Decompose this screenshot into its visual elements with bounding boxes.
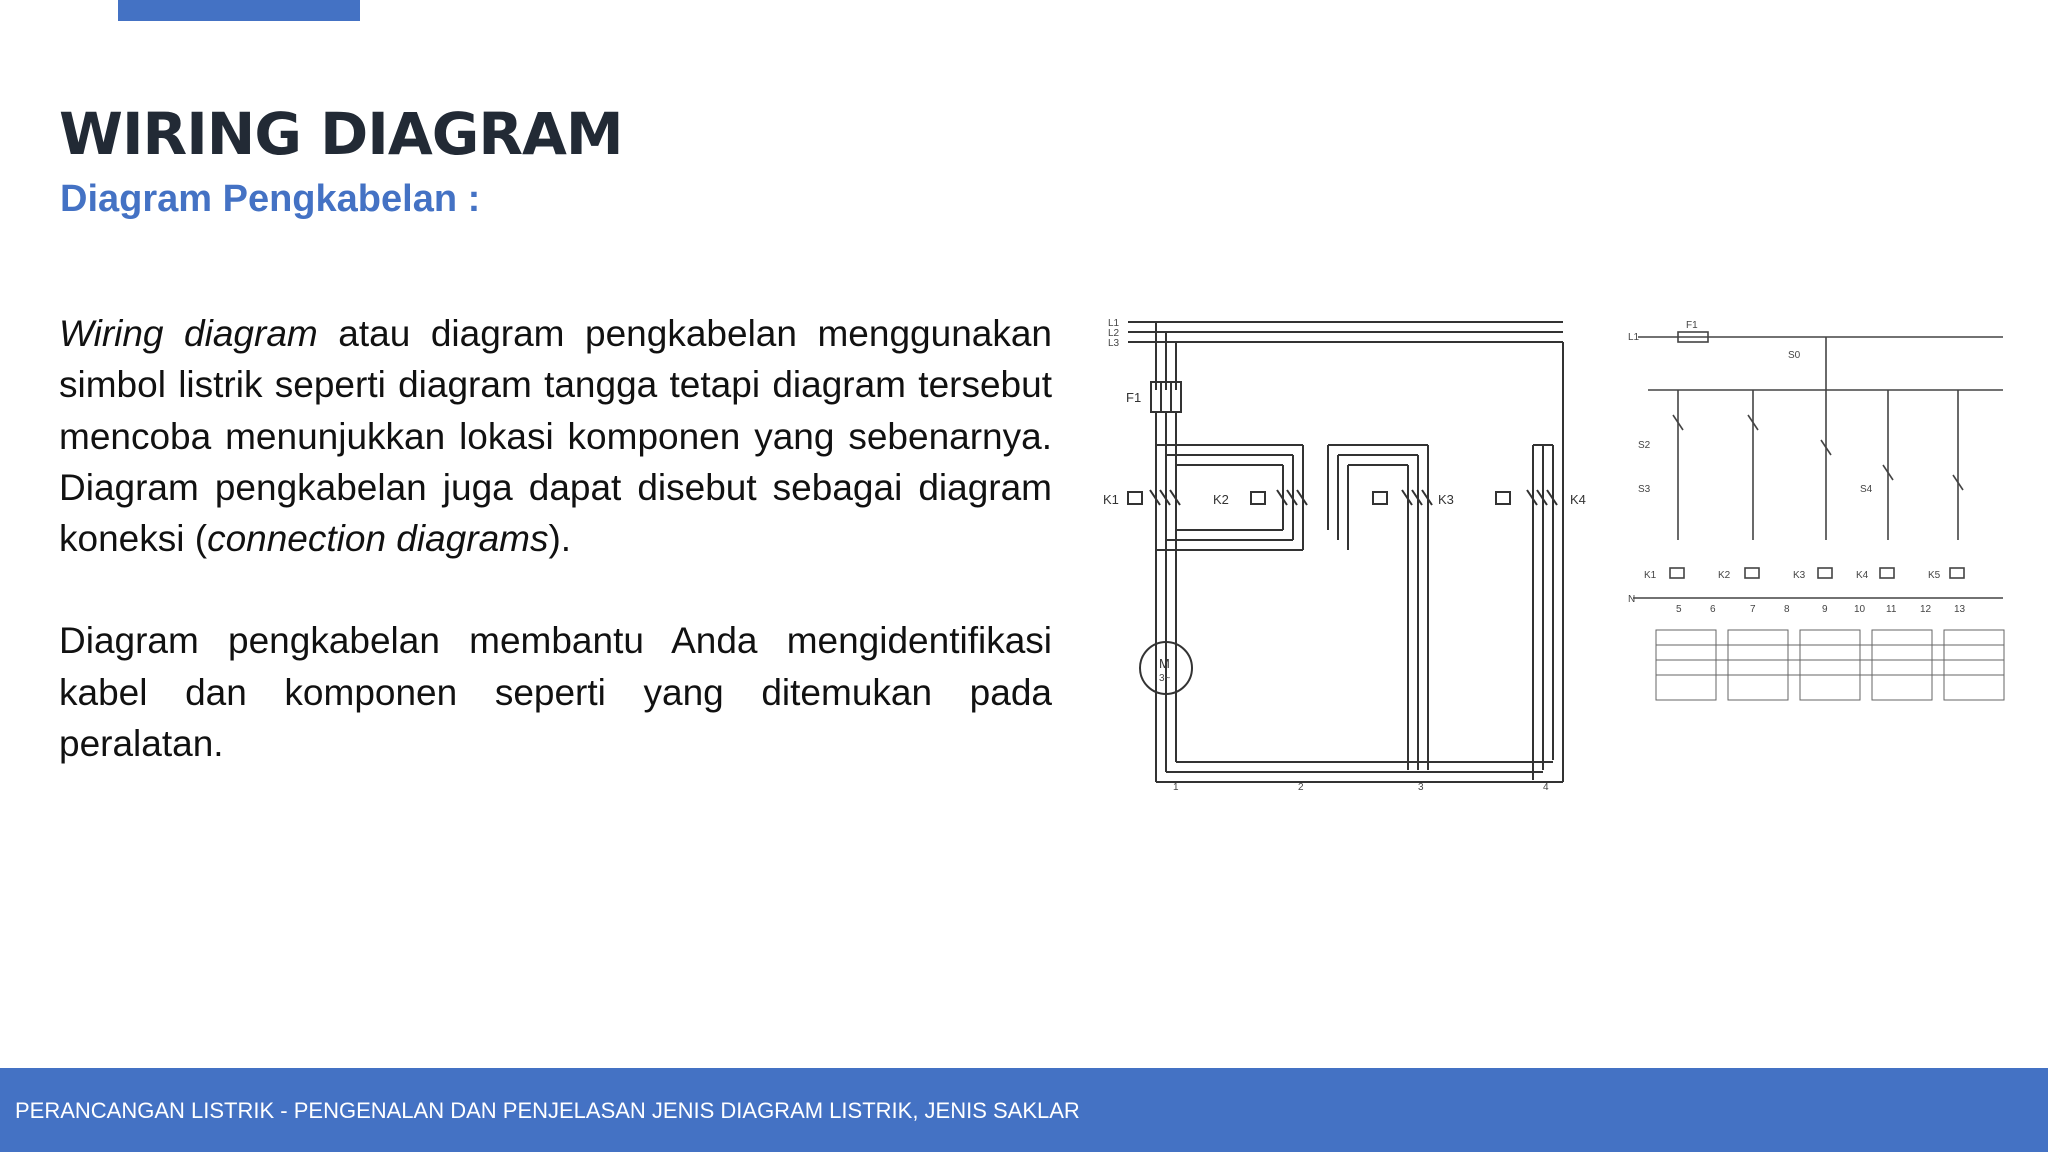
label-k2: K2 [1213,492,1229,507]
rung-6: 6 [1710,604,1716,615]
wiring-diagram-figure [1088,300,2028,810]
wiring-diagram-svg [1088,300,2028,810]
rung-7: 7 [1750,604,1756,615]
coil-k4-label: K4 [1856,570,1869,581]
motor-label: M [1159,656,1170,671]
label-k1: K1 [1103,492,1119,507]
top-accent-bar [118,0,360,21]
label-fuse-f1: F1 [1126,390,1142,405]
slide-title: WIRING DIAGRAM [59,100,623,168]
rung-12: 12 [1920,604,1932,615]
rung-10: 10 [1854,604,1866,615]
label-k3: K3 [1438,492,1454,507]
label-l3: L3 [1108,338,1120,349]
neutral-label: N [1628,594,1636,605]
footer-bar [0,1068,2048,1152]
switch-s3-label: S3 [1638,484,1651,495]
terminal-3: 3 [1418,782,1424,793]
switch-s2-label: S2 [1638,440,1651,451]
label-k4: K4 [1570,492,1586,507]
switch-s0-label: S0 [1788,350,1801,361]
rung-8: 8 [1784,604,1790,615]
rung-11: 11 [1886,604,1897,615]
control-line-label: L1 [1628,332,1640,343]
body-text [59,308,1052,820]
term-wiring-diagram: Wiring diagram [59,313,318,354]
slide-subtitle: Diagram Pengkabelan : [60,178,481,220]
footer-text: PERANCANGAN LISTRIK - PENGENALAN DAN PENJELASAN JENIS DIAGRAM LISTRIK, JENIS SAKLAR [15,1098,1080,1123]
terminal-2: 2 [1298,782,1304,793]
control-fuse-label: F1 [1686,320,1698,331]
contact-tables [1656,630,2004,700]
paragraph-1 [59,308,1052,564]
term-connection-diagrams: connection diagrams [207,518,549,560]
paragraph-1-text-c: ). [548,518,572,560]
rung-5: 5 [1676,604,1682,615]
paragraph-2: Diagram pengkabelan membantu Anda mengidentifikasi kabel dan komponen seperti yang ditemukan pada peralatan. [59,620,1052,765]
rung-13: 13 [1954,604,1966,615]
coil-k5-label: K5 [1928,570,1941,581]
terminal-1: 1 [1173,782,1179,793]
terminal-4: 4 [1543,782,1549,793]
control-circuit [1633,332,2003,598]
paragraph-1-text-a: atau diagram pengkabelan menggunakan simbol listrik seperti diagram tangga tetapi diagram tersebut mencoba menunjukkan lokasi komponen yang sebenarnya. Diagram pengkabelan juga dapat disebut sebagai diagram koneksi ( [59,313,1053,560]
label-l2: L2 [1108,328,1120,339]
rung-9: 9 [1822,604,1828,615]
switch-s4-label: S4 [1860,484,1873,495]
coil-k2-label: K2 [1718,570,1731,581]
label-l1: L1 [1108,318,1120,329]
motor-sub-label: 3~ [1159,673,1171,684]
power-circuit [1128,322,1563,782]
coil-k3-label: K3 [1793,570,1806,581]
coil-k1-label: K1 [1644,570,1657,581]
